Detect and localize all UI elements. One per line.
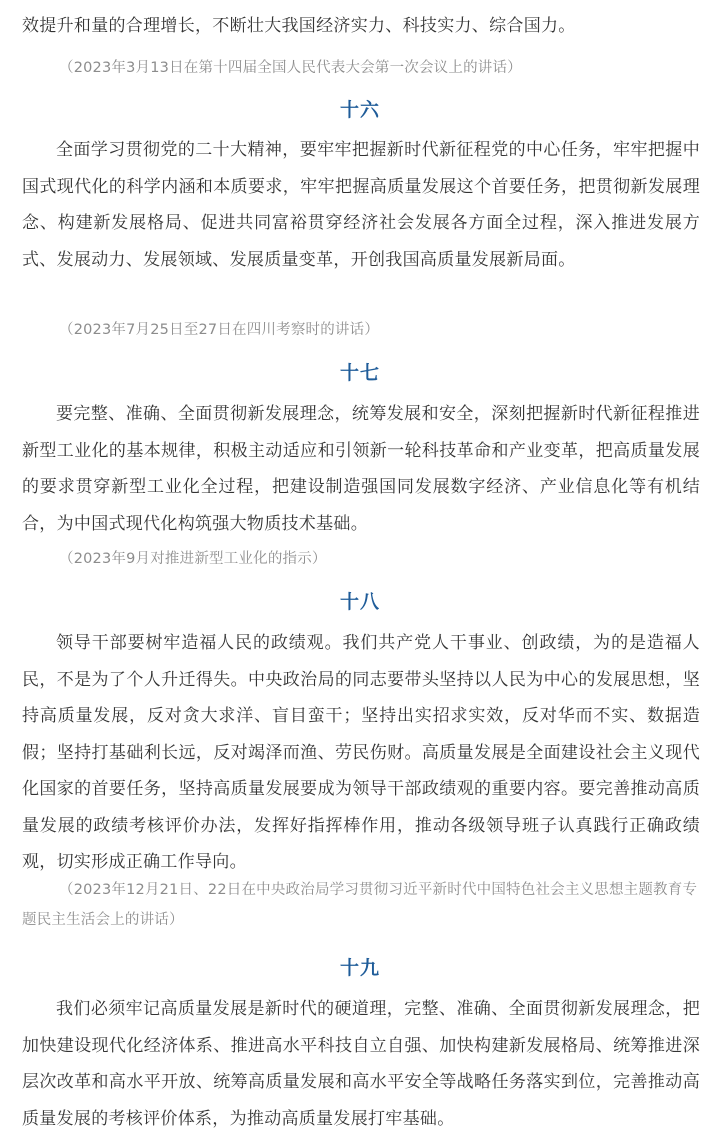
- source-note-4: （2023年12月21日、22日在中央政治局学习贯彻习近平新时代中国特色社会主义思想主题教育专题民主生活会上的讲话）: [22, 882, 698, 928]
- section-heading-16: 十六: [339, 99, 380, 121]
- paragraph-tail: 效提升和量的合理增长，不断壮大我国经济实力、科技实力、综合国力。: [22, 16, 576, 36]
- paragraph-16: 全面学习贯彻党的二十大精神，要牢牢把握新时代新征程党的中心任务，牢牢把握中国式现代化的科学内涵和本质要求，牢牢把握高质量发展这个首要任务，把贯彻新发展理念、构建新发展格局、促进共同富裕贯穿经济社会发展各方面全过程，深入推进发展方式、发展动力、发展领域、发展质量变革，开创我国高质量发展新局面。: [22, 140, 700, 270]
- paragraph-17: 要完整、准确、全面贯彻新发展理念，统筹发展和安全，深刻把握新时代新征程推进新型工业化的基本规律，积极主动适应和引领新一轮科技革命和产业变革，把高质量发展的要求贯穿新型工业化全过程，把建设制造强国同发展数字经济、产业信息化等有机结合，为中国式现代化构筑强大物质技术基础。: [22, 404, 700, 534]
- paragraph-18: 领导干部要树牢造福人民的政绩观。我们共产党人干事业、创政绩，为的是造福人民，不是为了个人升迁得失。中央政治局的同志要带头坚持以人民为中心的发展思想，坚持高质量发展，反对贪大求洋、盲目蛮干；坚持出实招求实效，反对华而不实、数据造假；坚持打基础利长远，反对竭泽而渔、劳民伤财。高质量发展是全面建设社会主义现代化国家的首要任务，坚持高质量发展要成为领导干部政绩观的重要内容。要完善推动高质量发展的政绩考核评价办法，发挥好指挥棒作用，推动各级领导班子认真践行正确政绩观，切实形成正确工作导向。: [22, 633, 700, 872]
- section-heading-19: 十九: [339, 957, 380, 979]
- section-heading-18: 十八: [339, 591, 380, 613]
- source-note-2: （2023年7月25日至27日在四川考察时的讲话）: [59, 322, 380, 338]
- source-note-3: （2023年9月对推进新型工业化的指示）: [59, 551, 327, 567]
- source-note-1: （2023年3月13日在第十四届全国人民代表大会第一次会议上的讲话）: [59, 60, 522, 76]
- section-heading-17: 十七: [339, 362, 380, 384]
- paragraph-19: 我们必须牢记高质量发展是新时代的硬道理，完整、准确、全面贯彻新发展理念，把加快建设现代化经济体系、推进高水平科技自立自强、加快构建新发展格局、统筹推进深层次改革和高水平开放、统筹高质量发展和高水平安全等战略任务落实到位，完善推动高质量发展的考核评价体系，为推动高质量发展打牢基础。: [22, 999, 700, 1129]
